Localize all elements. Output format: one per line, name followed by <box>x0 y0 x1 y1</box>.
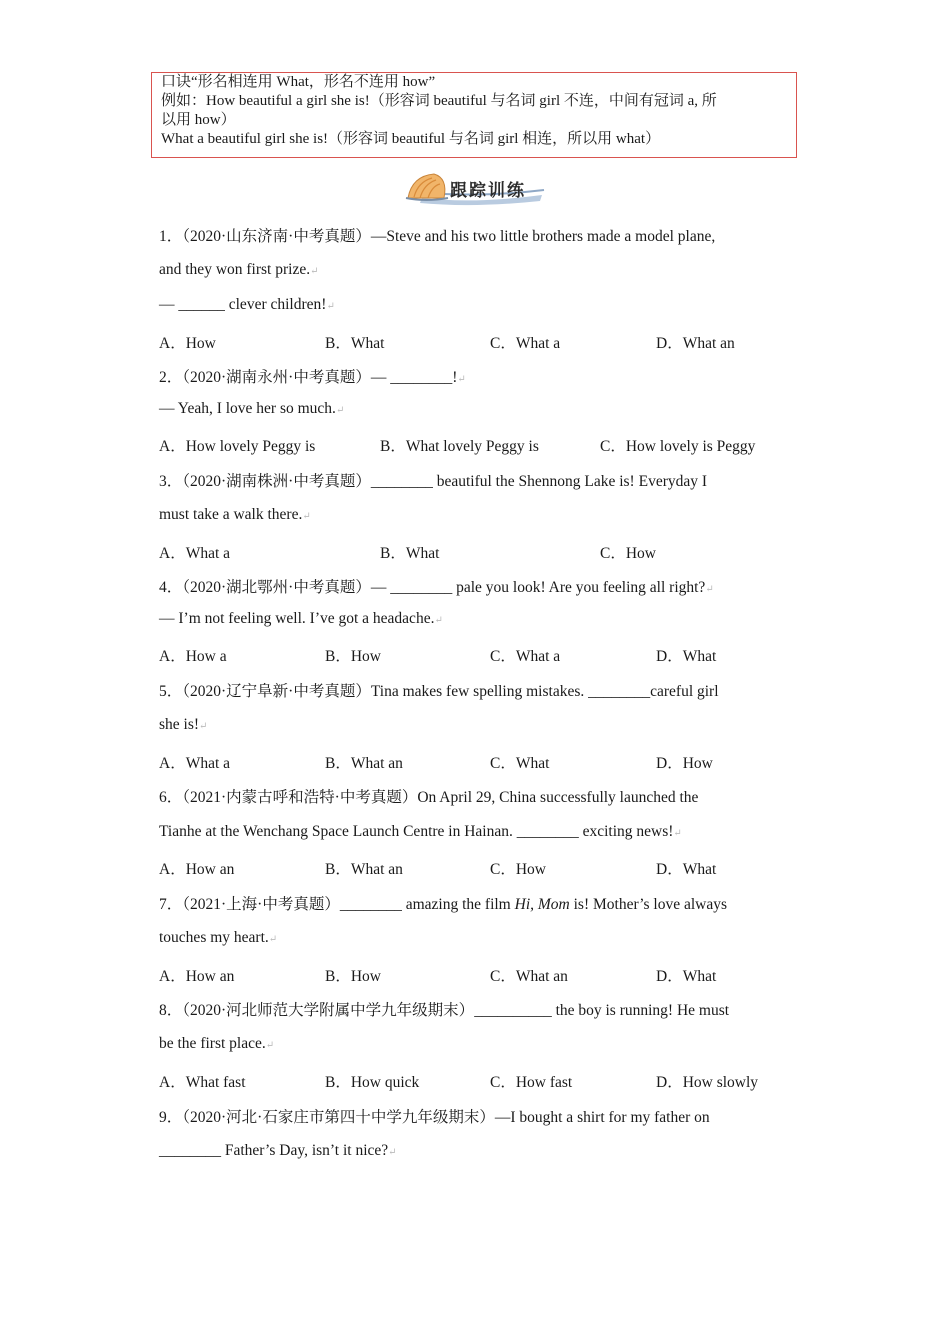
question-source: （2020·山东济南·中考真题） <box>182 228 371 245</box>
question-source: （2020·湖北鄂州·中考真题） <box>182 579 371 596</box>
question-6 <box>159 785 698 807</box>
stem-text: and they won first prize. <box>159 261 311 278</box>
film-title: Hi, Mom <box>514 896 570 913</box>
question-stem-line: — I’m not feeling well. I’ve got a headache.↵ <box>159 610 443 627</box>
question-source: （2020·河北师范大学附属中学九年级期末） <box>182 1002 475 1019</box>
question-stem: — ________ pale you look! Are you feeling all right? <box>370 579 706 596</box>
stem-text: she is! <box>159 716 200 733</box>
question-source: （2021·上海·中考真题） <box>182 896 340 913</box>
rule-line-2: 例如：How beautiful a girl she is!（形容词 beautiful 与名词 girl 不连，中间有冠词 a, 所 <box>161 93 717 109</box>
stem-text: ________ Father’s Day, isn’t it nice? <box>159 1142 389 1159</box>
option-c: C．How <box>490 861 546 878</box>
question-source: （2020·湖南永州·中考真题） <box>182 369 371 386</box>
question-source: （2020·河北·石家庄市第四十中学九年级期末） <box>182 1109 495 1126</box>
question-number: 4． <box>159 579 183 596</box>
question-stem: — ________! <box>370 369 458 386</box>
question-source: （2021·内蒙古呼和浩特·中考真题） <box>182 789 418 806</box>
option-d: D．How <box>656 755 713 772</box>
question-4: 4．（2020·湖北鄂州·中考真题）— ________ pale you look! Are you feeling all right?↵ <box>159 579 714 596</box>
question-stem-line: ________ Father’s Day, isn’t it nice?↵ <box>159 1142 397 1159</box>
question-number: 5． <box>159 683 183 700</box>
option-c: C．How <box>600 545 656 562</box>
question-stem-line: and they won first prize.↵ <box>159 261 319 278</box>
question-stem: —I bought a shirt for my father on <box>494 1109 710 1126</box>
option-a: A．How an <box>159 861 235 878</box>
option-b: B．How quick <box>325 1074 420 1091</box>
option-a: A．How a <box>159 648 227 665</box>
question-stem-line: touches my heart.↵ <box>159 929 278 946</box>
question-stem: ________ amazing the film <box>339 896 515 913</box>
option-a: A．How an <box>159 968 235 985</box>
stem-text: — ______ clever children! <box>159 296 327 313</box>
option-d: D．What an <box>656 335 735 352</box>
question-stem: On April 29, China successfully launched the <box>417 789 699 806</box>
option-c: C．What an <box>490 968 568 985</box>
option-b: B．How <box>325 648 381 665</box>
option-b: B．What <box>325 335 385 352</box>
option-a: A．What a <box>159 545 231 562</box>
question-stem: ________ beautiful the Shennong Lake is! Everyday I <box>370 473 708 490</box>
option-b: B．What an <box>325 861 403 878</box>
question-number: 3． <box>159 473 183 490</box>
banner-title: 跟踪训练 <box>450 181 526 201</box>
question-stem-line: must take a walk there.↵ <box>159 506 311 523</box>
question-stem-end: is! Mother’s love always <box>569 896 728 913</box>
question-2: 2．（2020·湖南永州·中考真题）— ________!↵ <box>159 369 466 386</box>
question-stem: Tina makes few spelling mistakes. ________careful girl <box>370 683 719 700</box>
question-1 <box>159 224 715 246</box>
option-c: C．How fast <box>490 1074 573 1091</box>
question-stem: —Steve and his two little brothers made a model plane, <box>370 228 716 245</box>
option-c: C．What a <box>490 335 561 352</box>
stem-text: must take a walk there. <box>159 506 303 523</box>
question-stem-line: — Yeah, I love her so much.↵ <box>159 400 345 417</box>
question-5 <box>159 679 719 701</box>
question-stem: __________ the boy is running! He must <box>474 1002 730 1019</box>
question-number: 1． <box>159 228 183 245</box>
rule-line-4: What a beautiful girl she is!（形容词 beautiful 与名词 girl 相连，所以用 what） <box>161 131 661 147</box>
rule-line-1: 口诀“形名相连用 What，形名不连用 how” <box>161 74 436 90</box>
option-a: A．What a <box>159 755 231 772</box>
option-a: A．How <box>159 335 216 352</box>
option-d: D．How slowly <box>656 1074 759 1091</box>
option-a: A．What fast <box>159 1074 246 1091</box>
option-c: C．How lovely is Peggy <box>600 438 756 455</box>
question-stem-line: she is!↵ <box>159 716 208 733</box>
option-a: A．How lovely Peggy is <box>159 438 316 455</box>
question-stem-line: — ______ clever children!↵ <box>159 296 335 313</box>
option-b: B．What <box>380 545 440 562</box>
question-7 <box>159 892 727 914</box>
option-d: D．What <box>656 861 717 878</box>
option-d: D．What <box>656 968 717 985</box>
option-d: D．What <box>656 648 717 665</box>
stem-text: be the first place. <box>159 1035 266 1052</box>
stem-text: — Yeah, I love her so much. <box>159 400 336 417</box>
question-number: 8． <box>159 1002 183 1019</box>
rule-line-3: 以用 how） <box>161 112 236 128</box>
question-source: （2020·辽宁阜新·中考真题） <box>182 683 371 700</box>
question-source: （2020·湖南株洲·中考真题） <box>182 473 371 490</box>
stem-text: — I’m not feeling well. I’ve got a headache. <box>159 610 435 627</box>
section-banner <box>404 168 546 208</box>
option-b: B．What lovely Peggy is <box>380 438 539 455</box>
question-stem-line: be the first place.↵ <box>159 1035 275 1052</box>
question-stem-line: Tianhe at the Wenchang Space Launch Centre in Hainan. ________ exciting news!↵ <box>159 823 682 840</box>
option-b: B．What an <box>325 755 403 772</box>
option-b: B．How <box>325 968 381 985</box>
question-number: 9． <box>159 1109 183 1126</box>
question-9 <box>159 1105 710 1127</box>
stem-text: touches my heart. <box>159 929 269 946</box>
question-3 <box>159 469 707 491</box>
stem-text: Tianhe at the Wenchang Space Launch Centre in Hainan. ________ exciting news! <box>159 823 674 840</box>
question-number: 6． <box>159 789 183 806</box>
rule-box <box>151 72 797 158</box>
option-c: C．What <box>490 755 550 772</box>
shell-icon <box>404 168 450 208</box>
question-number: 7． <box>159 896 183 913</box>
question-number: 2． <box>159 369 183 386</box>
question-8 <box>159 998 729 1020</box>
option-c: C．What a <box>490 648 561 665</box>
